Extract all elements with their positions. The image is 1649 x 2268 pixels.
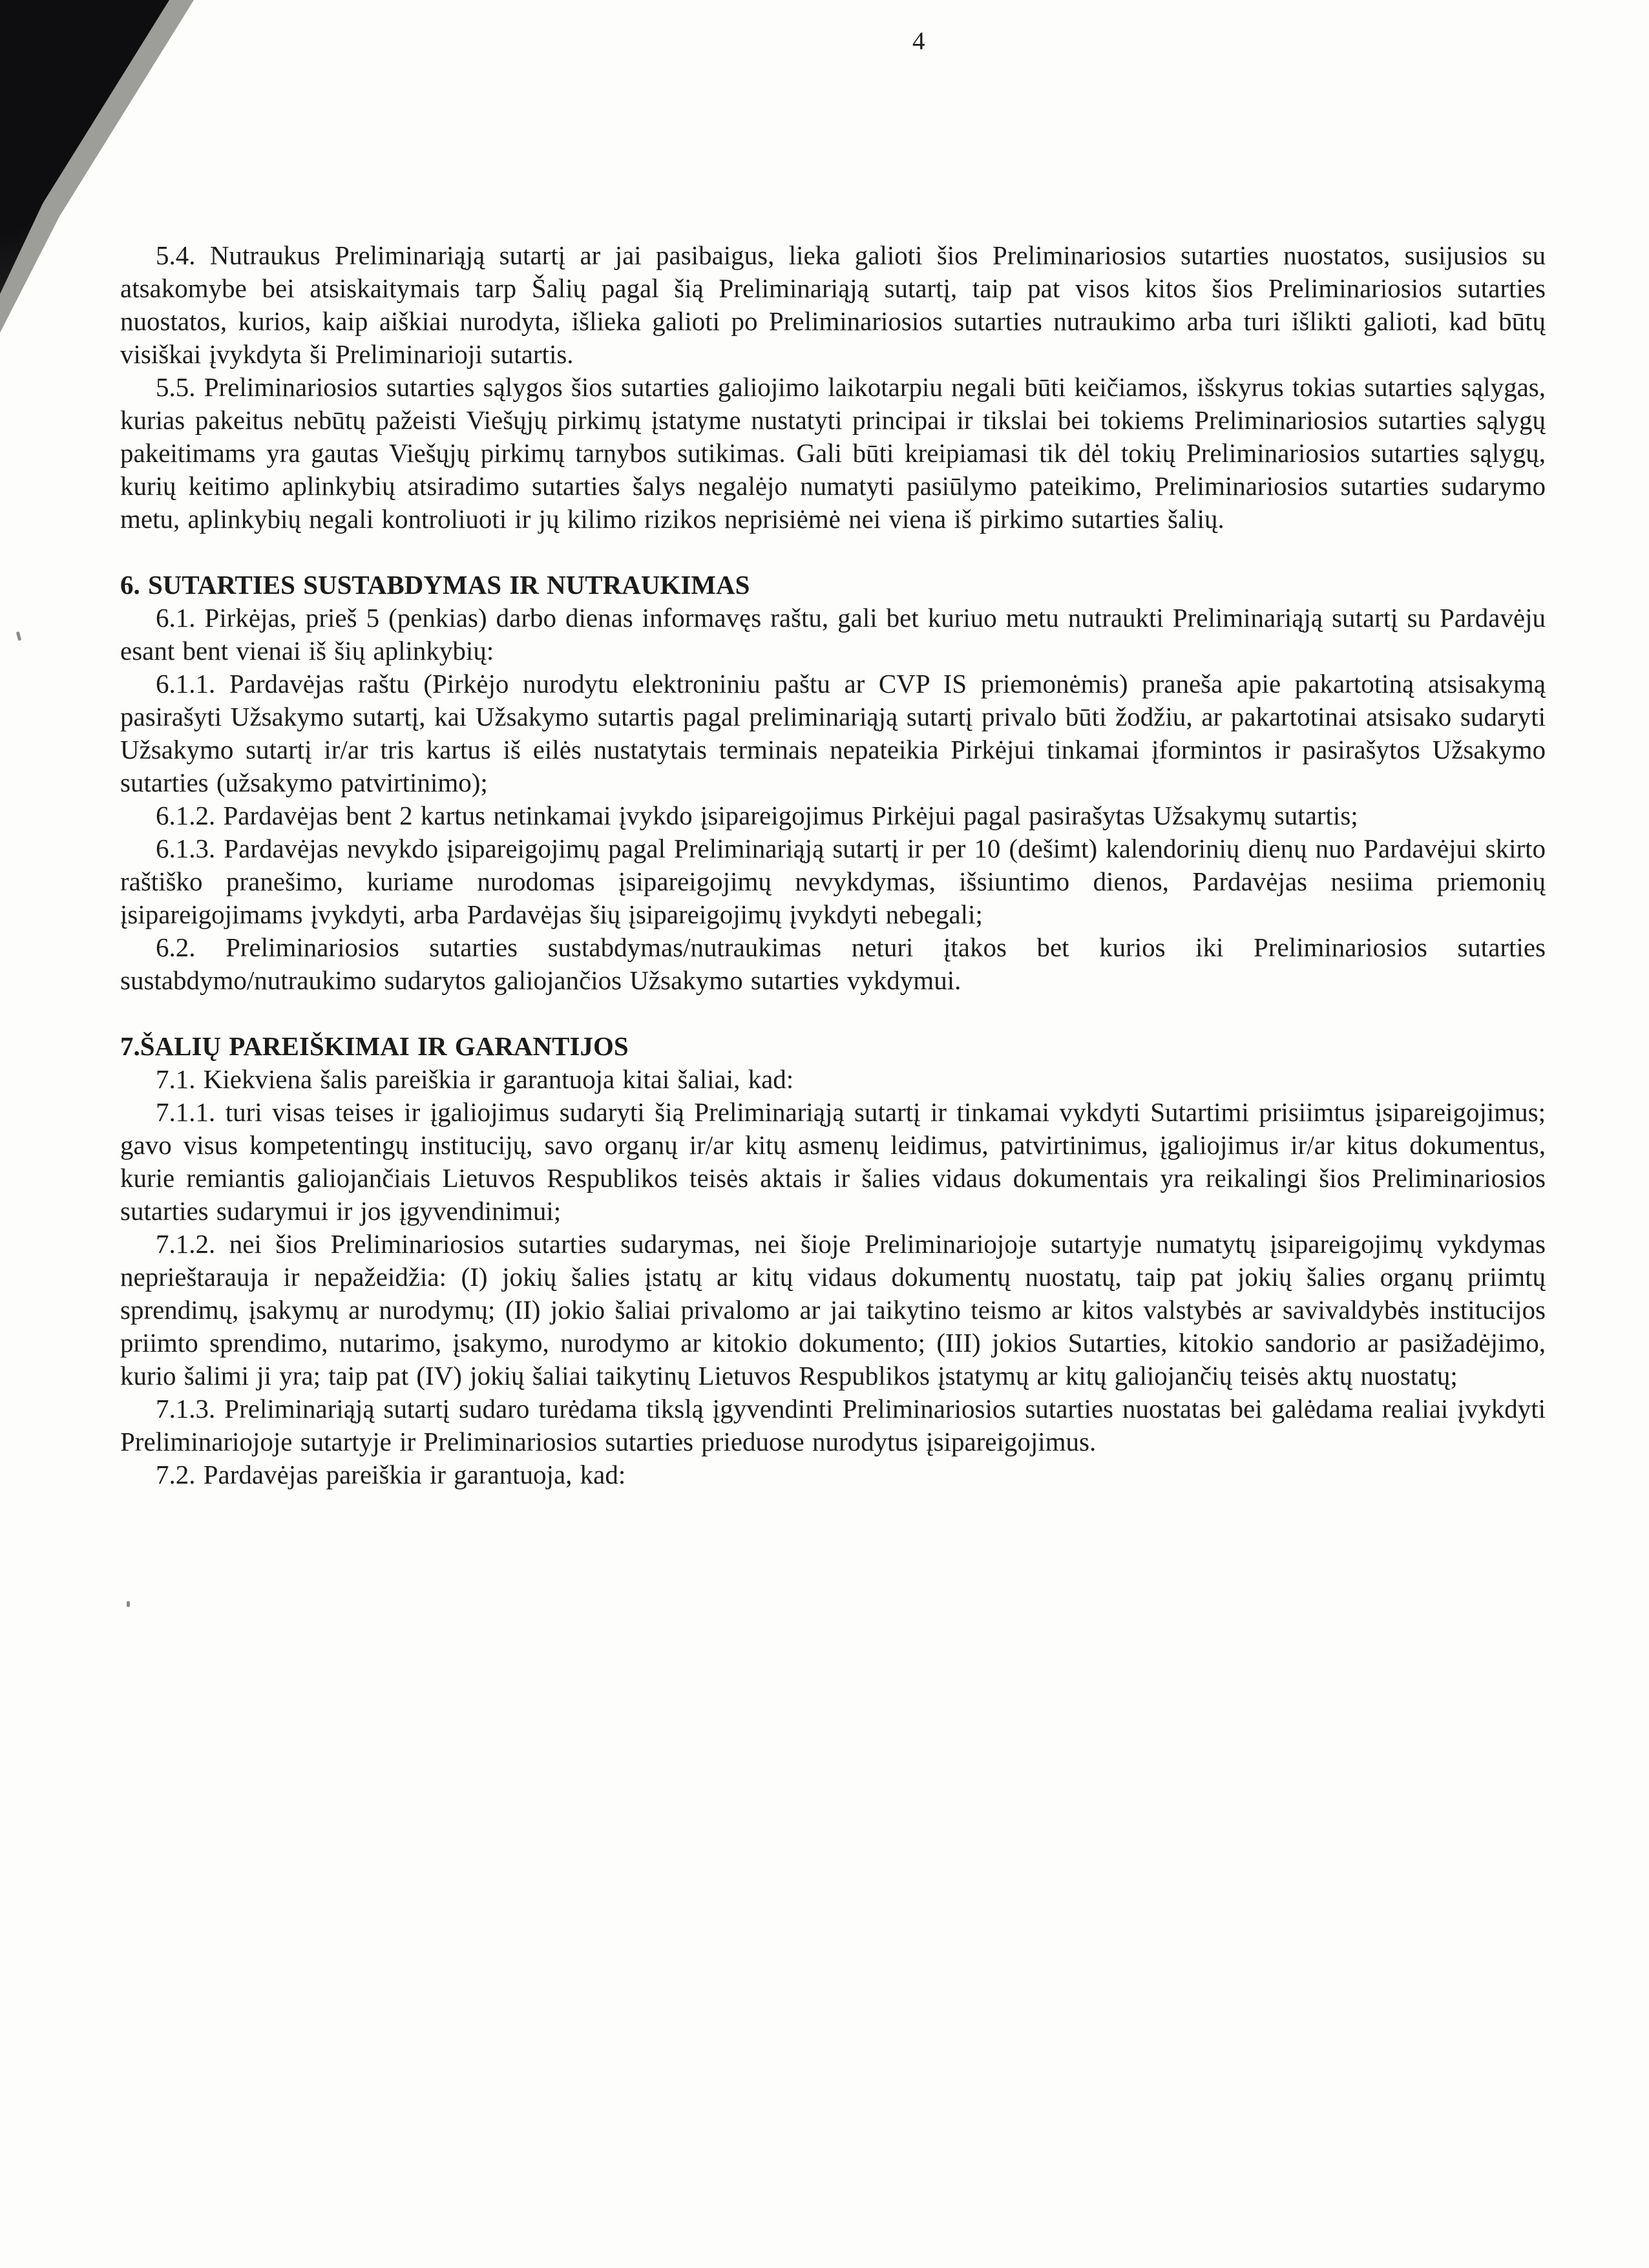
paragraph-6-1-1: 6.1.1. Pardavėjas raštu (Pirkėjo nurodytu elektroniniu paštu ar CVP IS priemonėmis) praneša apie pakartotiną atsisakymą pasirašyti Užsakymo sutartį, kai Užsakymo sutartis pagal preliminariąją sutartį privalo būti žodžiu, ar pakartotinai atsisako sudaryti Užsakymo sutartį ir/ar tris kartus iš eilės nustatytais terminais nepateikia Pirkėjui tinkamai įformintos ir pasirašytos Užsakymo sutarties (užsakymo patvirtinimo); xyxy=(120,669,1546,797)
heading-section-6: 6. SUTARTIES SUSTABDYMAS IR NUTRAUKIMAS xyxy=(120,570,750,600)
paragraph-7-1-2: 7.1.2. nei šios Preliminariosios sutarties sudarymas, nei šioje Preliminariojoje sutartyje numatytų įsipareigojimų vykdymas neprieštarauja ir nepažeidžia: (I) jokių šalies įstatų ar kitų vidaus dokumentų nuostatų, taip pat jokių šalies organų priimtų sprendimų, įsakymų ar nurodymų; (II) jokio šaliai privalomo ar jai taikytino teismo ar kitos valstybės ar savivaldybės institucijos priimto sprendimo, nutarimo, įsakymo, nurodymo ar kitokio dokumento; (III) jokios Sutarties, kitokio sandorio ar pasižadėjimo, kurio šalimi ji yra; taip pat (IV) jokių šaliai taikytinų Lietuvos Respublikos įstatymų ar kitų galiojančių teisės aktų nuostatų; xyxy=(120,1229,1546,1391)
paragraph-7-2: 7.2. Pardavėjas pareiškia ir garantuoja, kad: xyxy=(156,1460,626,1489)
paragraph-6-2: 6.2. Preliminariosios sutarties sustabdymas/nutraukimas neturi įtakos bet kurios iki Preliminariosios sutarties sustabdymo/nutraukimo sudarytos galiojančios Užsakymo sutarties vykdymui. xyxy=(120,932,1546,995)
paragraph-6-1-2: 6.1.2. Pardavėjas bent 2 kartus netinkamai įvykdo įsipareigojimus Pirkėjui pagal pasirašytas Užsakymų sutartis; xyxy=(156,801,1358,830)
heading-section-7: 7.ŠALIŲ PAREIŠKIMAI IR GARANTIJOS xyxy=(120,1031,629,1061)
paragraph-7-1-3: 7.1.3. Preliminariąją sutartį sudaro turėdama tikslą įgyvendinti Preliminariosios sutarties nuostatas bei galėdama realiai įvykdyti Preliminariojoje sutartyje ir Preliminariosios sutarties prieduose nurodytus įsipareigojimus. xyxy=(120,1394,1546,1456)
scan-speck xyxy=(127,1601,130,1607)
document-content xyxy=(120,239,1546,1491)
paragraph-6-1: 6.1. Pirkėjas, prieš 5 (penkias) darbo dienas informavęs raštu, gali bet kuriuo metu nutraukti Preliminariąją sutartį su Pardavėju esant bent vienai iš šių aplinkybių: xyxy=(120,603,1546,666)
page-number: 4 xyxy=(912,27,925,55)
scan-speck xyxy=(16,631,21,641)
paragraph-7-1: 7.1. Kiekviena šalis pareiškia ir garantuoja kitai šaliai, kad: xyxy=(156,1064,794,1094)
paragraph-5-4: 5.4. Nutraukus Preliminariąją sutartį ar jai pasibaigus, lieka galioti šios Preliminariosios sutarties nuostatos, susijusios su atsakomybe bei atsiskaitymais tarp Šalių pagal šią Preliminariąją sutartį, taip pat visos kitos šios Preliminariosios sutarties nuostatos, kurios, kaip aiškiai nurodyta, išlieka galioti po Preliminariosios sutarties nutraukimo arba turi išlikti galioti, kad būtų visiškai įvykdyta ši Preliminarioji sutartis. xyxy=(120,240,1546,369)
paragraph-7-1-1: 7.1.1. turi visas teises ir įgaliojimus sudaryti šią Preliminariąją sutartį ir tinkamai vykdyti Sutartimi prisiimtus įsipareigojimus; gavo visus kompetentingų institucijų, savo organų ir/ar kitų asmenų leidimus, patvirtinimus, įgaliojimus ir/ar kitus dokumentus, kurie remiantis galiojančiais Lietuvos Respublikos teisės aktais ir šalies vidaus dokumentais yra reikalingi šios Preliminariosios sutarties sudarymui ir jos įgyvendinimui; xyxy=(120,1097,1546,1226)
paragraph-6-1-3: 6.1.3. Pardavėjas nevykdo įsipareigojimų pagal Preliminariąją sutartį ir per 10 (dešimt) kalendorinių dienų nuo Pardavėjui skirto raštiško pranešimo, kuriame nurodomas įsipareigojimų nevykdymas, išsiuntimo dienos, Pardavėjas nesiima priemonių įsipareigojimams įvykdyti, arba Pardavėjas šių įsipareigojimų įvykdyti nebegali; xyxy=(120,834,1546,929)
paragraph-5-5: 5.5. Preliminariosios sutarties sąlygos šios sutarties galiojimo laikotarpiu negali būti keičiamos, išskyrus tokias sutarties sąlygas, kurias pakeitus nebūtų pažeisti Viešųjų pirkimų įstatyme nustatyti principai ir tikslai bei tokiems Preliminariosios sutarties sąlygų pakeitimams yra gautas Viešųjų pirkimų tarnybos sutikimas. Gali būti kreipiamasi tik dėl tokių Preliminariosios sutarties sąlygų, kurių keitimo aplinkybių atsiradimo sutarties šalys negalėjo numatyti pasiūlymo pateikimo, Preliminariosios sutarties sudarymo metu, aplinkybių negali kontroliuoti ir jų kilimo rizikos neprisiėmė nei viena iš pirkimo sutarties šalių. xyxy=(120,372,1546,534)
